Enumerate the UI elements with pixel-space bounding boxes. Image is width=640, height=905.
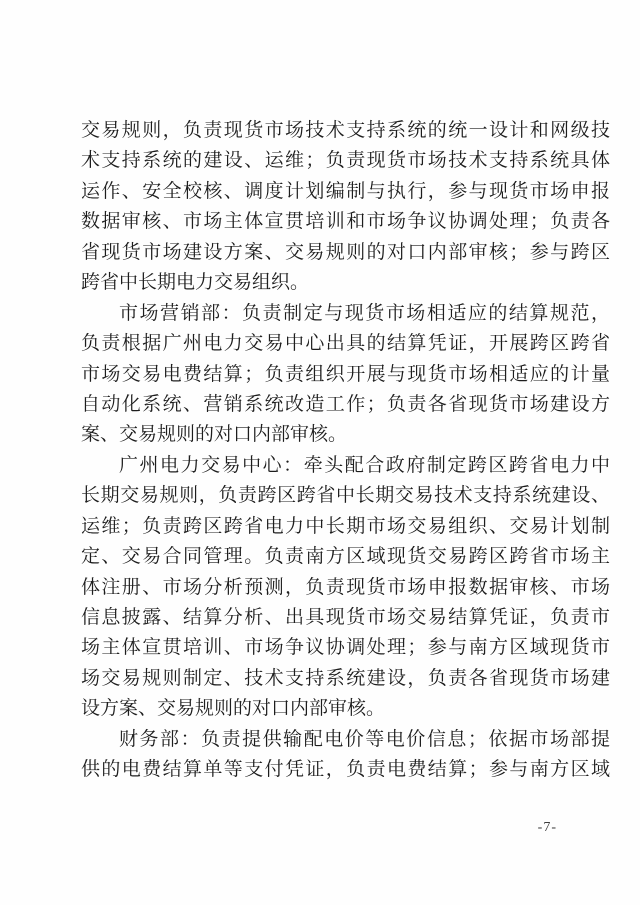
text-line: 运维；负责跨区跨省电力中长期市场交易组织、交易计划制 [81, 515, 610, 537]
text-line: 信息披露、结算分析、出具现货市场交易结算凭证，负责市 [81, 607, 610, 628]
text-line: 场主体宣贯培训、市场争议协调处理；参与南方区域现货市 [81, 637, 610, 659]
page-number: -7- [537, 820, 557, 835]
text-line: 供的电费结算单等支付凭证，负责电费结算；参与南方区域 [81, 759, 610, 781]
text-line: 案、交易规则的对口内部审核。 [81, 424, 348, 446]
text-line: 自动化系统、营销系统改造工作；负责各省现货市场建设方 [81, 393, 610, 415]
text-line: 负责根据广州电力交易中心出具的结算凭证，开展跨区跨省 [81, 333, 610, 355]
text-line: 设方案、交易规则的对口内部审核。 [81, 698, 386, 720]
text-line: 数据审核、市场主体宣贯培训和市场争议协调处理；负责各 [81, 211, 610, 233]
text-line: 广州电力交易中心：牵头配合政府制定跨区跨省电力中 [119, 454, 610, 476]
text-line: 体注册、市场分析预测，负责现货市场申报数据审核、市场 [81, 576, 610, 598]
document-body [81, 116, 610, 786]
text-line: 市场交易电费结算；负责组织开展与现货市场相适应的计量 [81, 363, 610, 385]
text-line: 市场营销部：负责制定与现货市场相适应的结算规范， [119, 302, 610, 324]
text-line: 定、交易合同管理。负责南方区域现货交易跨区跨省市场主 [81, 546, 610, 568]
text-line: 运作、安全校核、调度计划编制与执行，参与现货市场申报 [81, 180, 610, 202]
text-line: 长期交易规则，负责跨区跨省中长期交易技术支持系统建设、 [81, 485, 610, 507]
text-line: 场交易规则制定、技术支持系统建设，负责各省现货市场建 [81, 667, 610, 689]
text-line: 财务部：负责提供输配电价等电价信息；依据市场部提 [119, 728, 610, 750]
text-line: 省现货市场建设方案、交易规则的对口内部审核；参与跨区 [81, 241, 610, 263]
text-line: 术支持系统的建设、运维；负责现货市场技术支持系统具体 [81, 150, 610, 172]
text-line: 交易规则，负责现货市场技术支持系统的统一设计和网级技 [81, 120, 610, 141]
text-line: 跨省中长期电力交易组织。 [81, 272, 310, 294]
